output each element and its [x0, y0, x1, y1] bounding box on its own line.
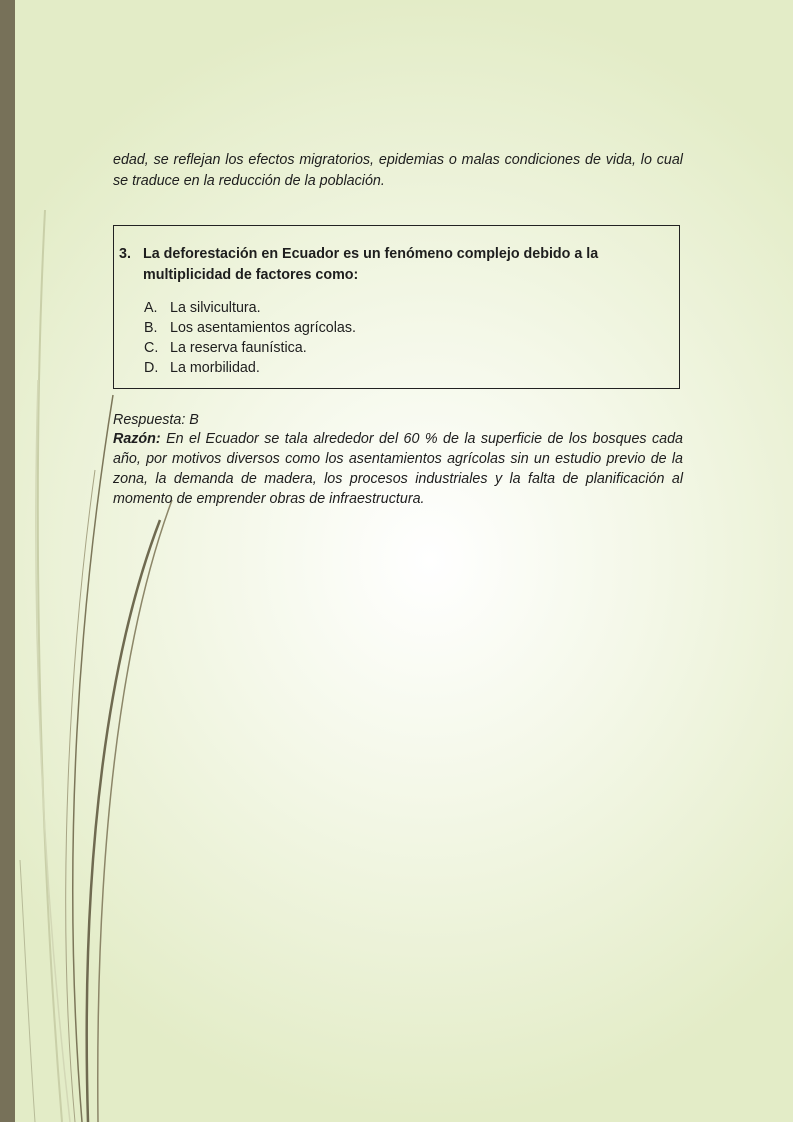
option-b — [144, 318, 356, 338]
option-text: La silvicultura. — [170, 300, 261, 316]
intro-paragraph: edad, se reflejan los efectos migratorios, epidemias o malas condiciones de vida, lo cual se traduce en la reducción de la población. — [113, 152, 683, 189]
option-text: La morbilidad. — [170, 360, 260, 376]
option-a — [144, 298, 356, 318]
reason-paragraph — [113, 429, 683, 509]
question-box — [113, 225, 680, 389]
answer-line: Respuesta: B — [113, 412, 199, 428]
question-prompt — [119, 244, 664, 286]
answer-options — [144, 298, 356, 378]
option-letter: D. — [144, 360, 159, 376]
reason-label: Razón: — [113, 431, 161, 447]
option-text: La reserva faunística. — [170, 340, 307, 356]
left-accent-bar — [0, 0, 15, 1122]
option-letter: B. — [144, 320, 158, 336]
option-letter: A. — [144, 300, 158, 316]
question-number: 3. — [119, 246, 131, 262]
reason-text: En el Ecuador se tala alrededor del 60 % de la superficie de los bosques cada año, por motivos diversos como los asentamientos agrícolas sin un estudio previo de la zona, la demanda de madera, los procesos industriales y la falta de planificación al momento de emprender obras de infraestructura. — [113, 431, 683, 507]
option-c — [144, 338, 356, 358]
option-text: Los asentamientos agrícolas. — [170, 320, 356, 336]
question-text: La deforestación en Ecuador es un fenómeno complejo debido a la multiplicidad de factores como: — [143, 246, 599, 283]
option-letter: C. — [144, 340, 159, 356]
option-d — [144, 358, 356, 378]
